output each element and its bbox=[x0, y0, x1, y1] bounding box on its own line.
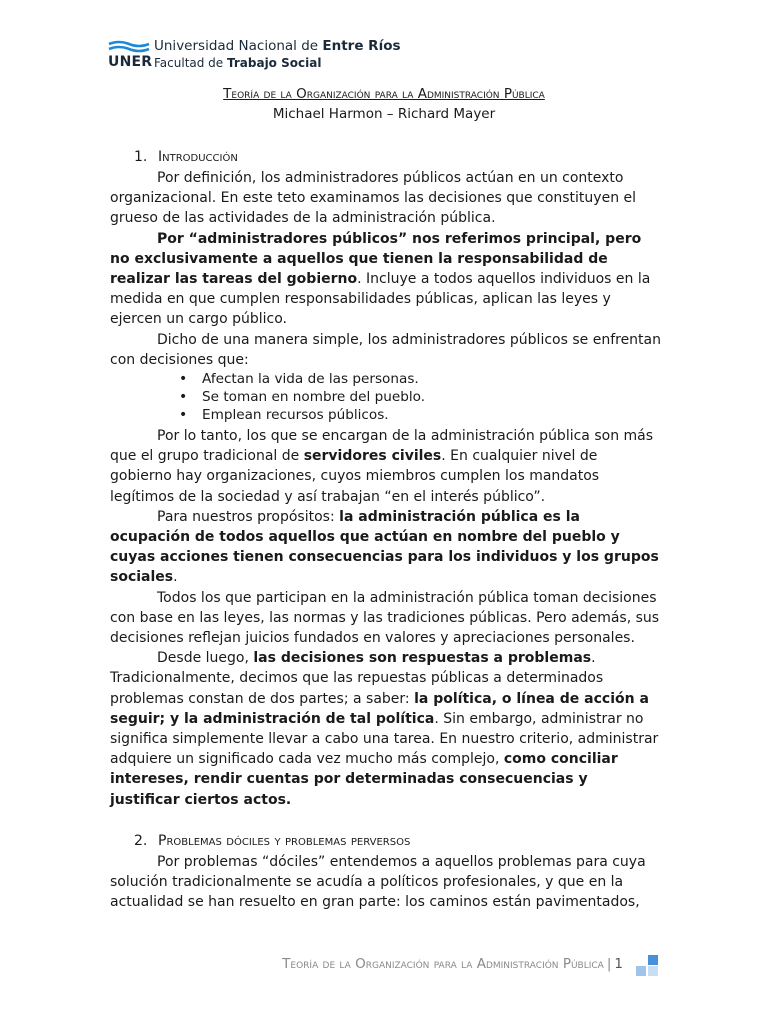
list-item: • Emplean recursos públicos. bbox=[202, 406, 662, 424]
document-title: Teoría de la Organización para la Administración Pública bbox=[223, 86, 545, 102]
paragraph: Desde luego, las decisiones son respuestas a problemas. Tradicionalmente, decimos que las repuestas públicas a determinados problemas constan de dos partes; a saber: la política, o línea de acción a seguir; y la administración de tal política. Sin embargo, administrar no significa simplemente llevar a cabo una tarea. En nuestro criterio, administrar adquiere un significado cada vez mucho más complejo, como conciliar intereses, rendir cuentas por determinadas consecuencias y justificar ciertos actos. bbox=[110, 650, 659, 808]
university-logo bbox=[108, 39, 408, 73]
list-item: • Afectan la vida de las personas. bbox=[202, 370, 662, 388]
faculty-name: Facultad de Trabajo Social bbox=[154, 56, 322, 70]
paragraph: Por problemas “dóciles” entendemos a aquellos problemas para cuya solución tradicionalmente se acudía a políticos profesionales, y que en la actualidad se han resuelto en gran parte: los caminos están pavimentados, bbox=[110, 853, 646, 911]
section-heading-problemas: 2. Problemas dóciles y problemas perversos bbox=[134, 832, 411, 849]
section-heading-introduccion: 1. Introducción bbox=[134, 149, 238, 165]
paragraph: Para nuestros propósitos: la administración pública es la ocupación de todos aquellos que actúan en nombre del pueblo y cuyas acciones tienen consecuencias para los individuos y los grupos sociales. bbox=[110, 508, 659, 586]
footer-title: Teoría de la Organización para la Administración Pública bbox=[282, 956, 604, 972]
paragraph: Por “administradores públicos” nos referimos principal, pero no exclusivamente a aquellos que tienen la responsabilidad de realizar las tareas del gobierno. Incluye a todos aquellos individuos en la medida en que cumplen responsabilidades públicas, aplican las leyes y ejercen un cargo público. bbox=[110, 230, 651, 328]
footer-separator: | bbox=[606, 956, 612, 972]
paragraph: Por lo tanto, los que se encargan de la administración pública son más que el grupo tradicional de servidores civiles. En cualquier nivel de gobierno hay organizaciones, cuyos miembros cumplen los mandatos legítimos de la sociedad y así trabajan “en el interés público”. bbox=[110, 428, 654, 505]
page-footer bbox=[282, 956, 623, 972]
wave-logo-icon bbox=[108, 40, 150, 54]
paragraph: Todos los que participan en la administración pública toman decisiones con base en las leyes, las normas y las tradiciones públicas. Pero además, sus decisiones reflejan juicios fundados en valores y apreciaciones personales. bbox=[110, 589, 660, 647]
bullet-list bbox=[110, 370, 662, 424]
paragraph: Por definición, los administradores públicos actúan en un contexto organizacional. En este teto examinamos las decisiones que constituyen el grueso de las actividades de la administración pública. bbox=[110, 170, 637, 227]
footer-squares-icon bbox=[632, 955, 660, 977]
document-body bbox=[110, 146, 662, 913]
university-name: Universidad Nacional de Entre Ríos bbox=[154, 38, 401, 54]
paragraph: Dicho de una manera simple, los administradores públicos se enfrentan con decisiones que: bbox=[110, 331, 661, 368]
page-number: 1 bbox=[614, 956, 623, 972]
list-item: • Se toman en nombre del pueblo. bbox=[202, 388, 662, 406]
document-authors: Michael Harmon – Richard Mayer bbox=[272, 106, 496, 122]
uner-acronym: UNER bbox=[108, 54, 153, 70]
